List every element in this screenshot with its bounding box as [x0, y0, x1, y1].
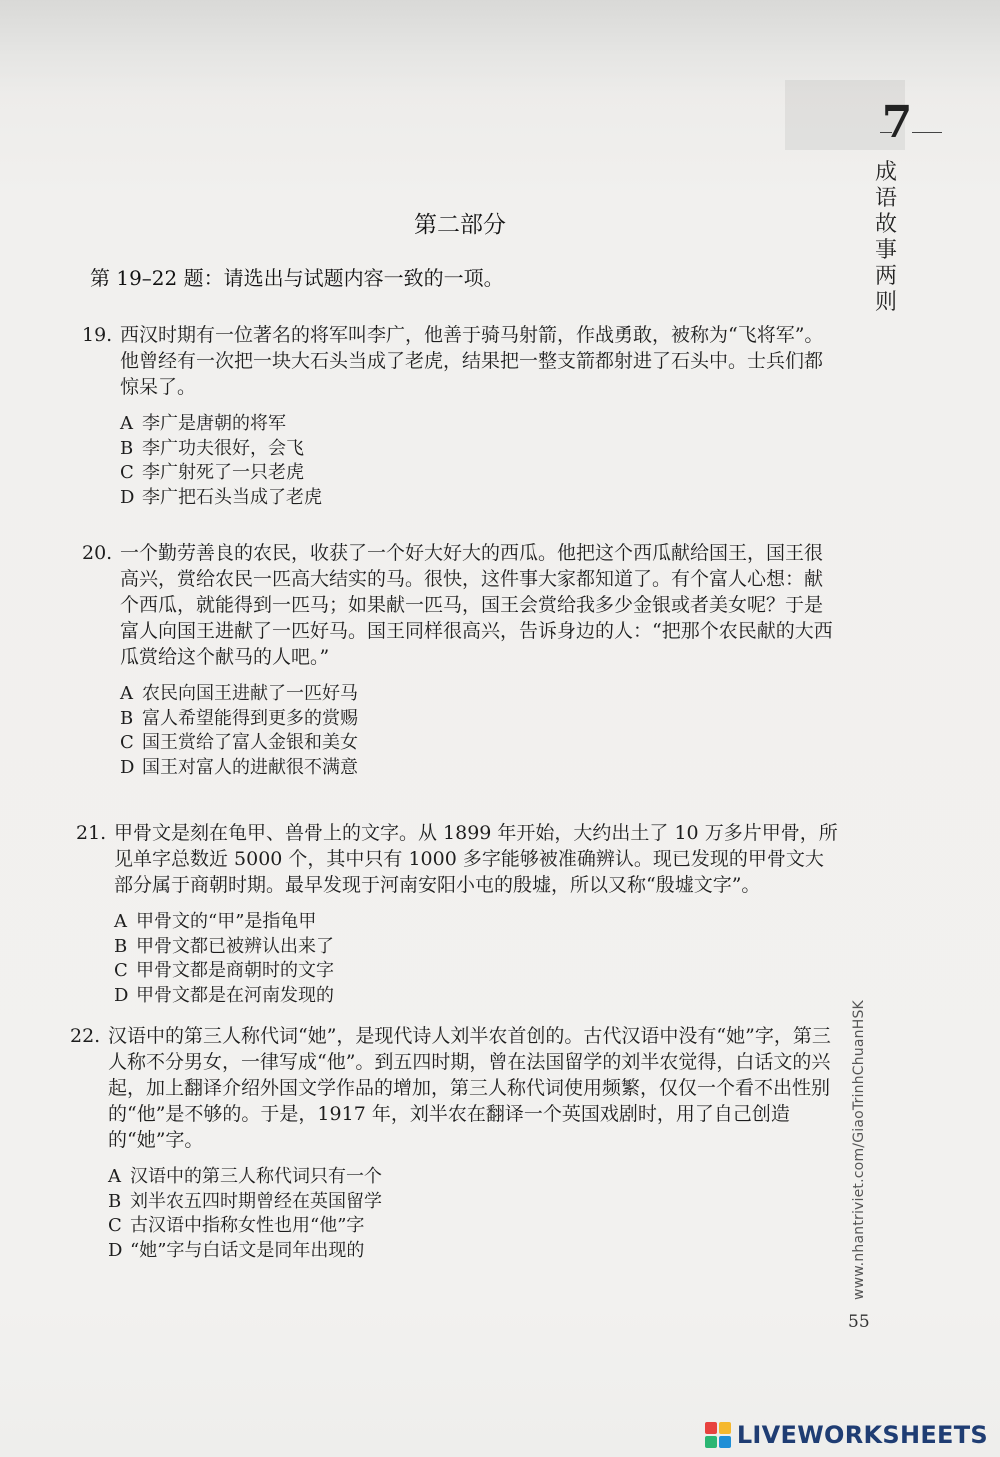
question-stem [82, 322, 840, 400]
section-title: 第二部分 [414, 212, 506, 238]
answer-option-a[interactable]: A 汉语中的第三人称代词只有一个 [108, 1166, 382, 1187]
answer-option-b[interactable]: B 李广功夫很好，会飞 [120, 437, 304, 459]
logo-square-green [705, 1436, 717, 1448]
question-number: 19. [82, 324, 113, 346]
question-text: 甲骨文是刻在龟甲、兽骨上的文字。从 1899 年开始，大约出土了 10 万多片甲骨，所见单字总数近 5000 个，其中只有 1000 多字能够被准确辨认。现已发现的甲骨文大部分属于商朝时期。最早发现于河南安阳小屯的殷墟，所以又称“殷墟文字”。 [114, 822, 838, 896]
answer-options [82, 412, 840, 510]
answer-option-c[interactable]: C 甲骨文都是商朝时的文字 [114, 960, 334, 981]
answer-option-a[interactable]: A 李广是唐朝的将军 [120, 413, 286, 434]
question-text: 西汉时期有一位著名的将军叫李广，他善于骑马射箭，作战勇敢，被称为“飞将军”。他曾经有一次把一块大石头当成了老虎，结果把一整支箭都射进了石头中。士兵们都惊呆了。 [120, 324, 824, 398]
answer-option-c[interactable]: C 古汉语中指称女性也用“他”字 [108, 1215, 365, 1236]
question-21 [76, 820, 838, 1008]
question-number: 20. [82, 542, 113, 564]
question-text: 汉语中的第三人称代词“她”，是现代诗人刘半农首创的。古代汉语中没有“她”字，第三人称不分男女，一律写成“他”。到五四时期，曾在法国留学的刘半农觉得，白话文的兴起，加上翻译介绍外国文学作品的增加，第三人称代词使用频繁，仅仅一个看不出性别的“他”是不够的。于是，1917 年，刘半农在翻译一个英国戏剧时，用了自己创造的“她”字。 [108, 1025, 831, 1151]
answer-options [70, 1165, 838, 1263]
answer-option-b[interactable]: B 甲骨文都已被辨认出来了 [114, 935, 334, 957]
logo-square-yellow [719, 1422, 731, 1434]
question-22 [70, 1023, 838, 1263]
answer-option-c[interactable]: C 李广射死了一只老虎 [120, 462, 304, 483]
question-number: 21. [76, 822, 107, 844]
chapter-number: 7 [881, 97, 913, 148]
answer-options [82, 682, 840, 780]
page-number: 55 [848, 1312, 870, 1332]
logo-square-blue [719, 1436, 731, 1448]
answer-option-b[interactable]: B 富人希望能得到更多的赏赐 [120, 707, 358, 729]
source-watermark: www.nhantriviet.com/GiaoTrinhChuanHSK [851, 1000, 867, 1300]
instructions: 第 19–22 题：请选出与试题内容一致的一项。 [90, 266, 504, 290]
question-number: 22. [70, 1025, 101, 1047]
liveworksheets-logo[interactable] [705, 1420, 988, 1450]
answer-option-c[interactable]: C 国王赏给了富人金银和美女 [120, 732, 358, 753]
answer-option-d[interactable]: D 李广把石头当成了老虎 [120, 486, 322, 508]
chapter-title: 成语故事两则 [874, 160, 897, 315]
chapter-rule-right [912, 132, 942, 133]
question-stem [82, 540, 840, 670]
question-text: 一个勤劳善良的农民，收获了一个好大好大的西瓜。他把这个西瓜献给国王，国王很高兴，赏给农民一匹高大结实的马。很快，这件事大家都知道了。有个富人心想：献个西瓜，就能得到一匹马；如果献一匹马，国王会赏给我多少金银或者美女呢？于是富人向国王进献了一匹好马。国王同样很高兴，告诉身边的人：“把那个农民献的大西瓜赏给这个献马的人吧。” [120, 542, 833, 668]
answer-option-d[interactable]: D 甲骨文都是在河南发现的 [114, 984, 334, 1006]
question-20 [82, 540, 840, 780]
brand-name: LIVEWORKSHEETS [736, 1421, 988, 1449]
question-stem [76, 820, 838, 898]
answer-option-a[interactable]: A 甲骨文的“甲”是指龟甲 [114, 911, 317, 932]
question-stem [70, 1023, 838, 1153]
answer-option-d[interactable]: D 国王对富人的进献很不满意 [120, 756, 358, 778]
question-19 [82, 322, 840, 510]
logo-square-red [705, 1422, 717, 1434]
answer-option-b[interactable]: B 刘半农五四时期曾经在英国留学 [108, 1190, 382, 1212]
answer-options [76, 910, 838, 1008]
answer-option-d[interactable]: D “她”字与白话文是同年出现的 [108, 1239, 365, 1261]
liveworksheets-icon [705, 1422, 731, 1448]
answer-option-a[interactable]: A 农民向国王进献了一匹好马 [120, 683, 358, 704]
